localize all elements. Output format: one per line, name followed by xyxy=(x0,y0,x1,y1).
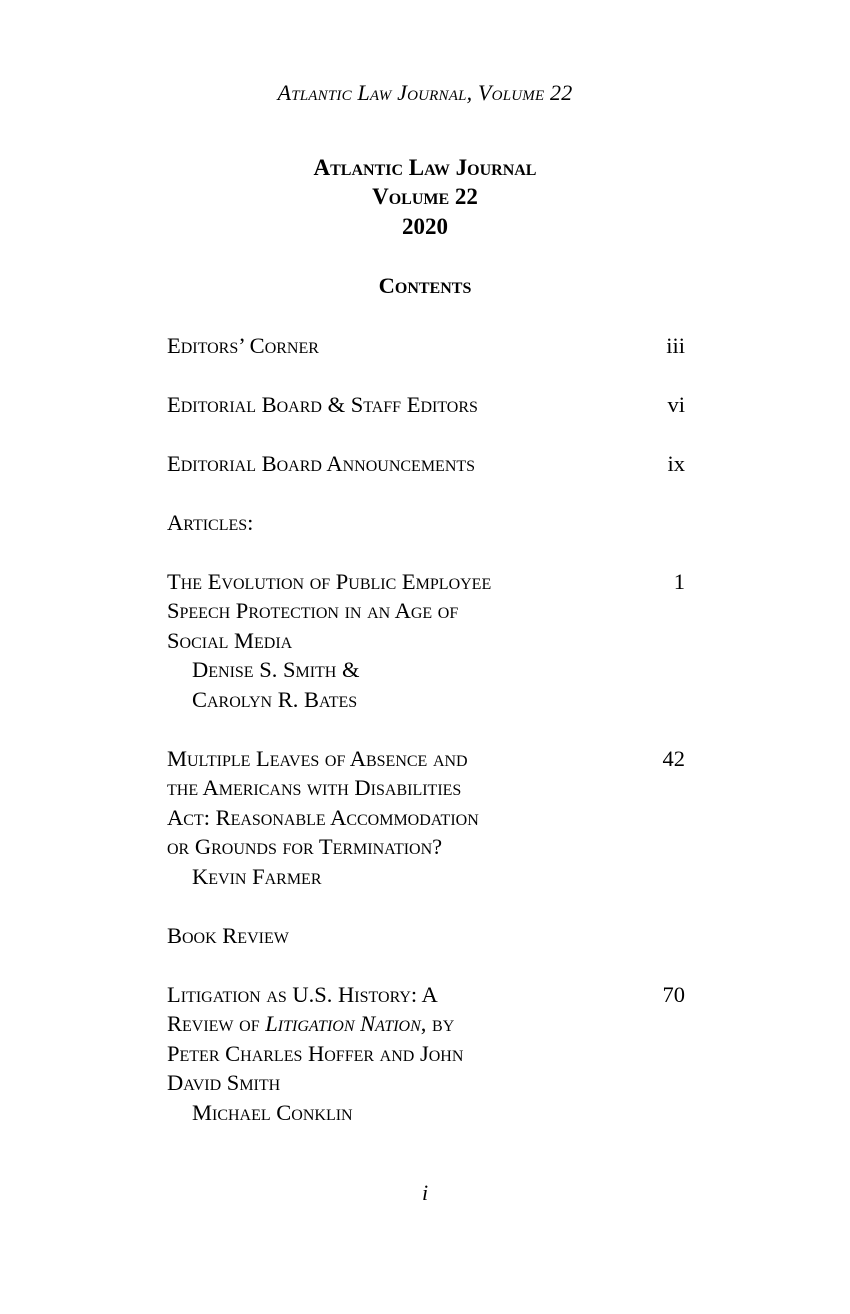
entry-title-line xyxy=(167,1009,630,1039)
footer-page-number: i xyxy=(421,1180,429,1205)
journal-title: Atlantic Law Journal xyxy=(313,154,537,180)
contents-heading: Contents xyxy=(378,273,472,298)
entry-page-number: 70 xyxy=(662,981,685,1007)
toc-row-article-speech-protection xyxy=(167,567,685,715)
entry-page-number: 1 xyxy=(673,568,685,594)
entry-title-line: Speech Protection in an Age of xyxy=(167,598,459,623)
masthead xyxy=(0,153,850,242)
entry-title xyxy=(167,390,630,420)
articles-section-label xyxy=(167,508,685,538)
entry-title-line: Peter Charles Hoffer and John xyxy=(167,1040,464,1066)
entry-title-line: or Grounds for Termination? xyxy=(167,834,443,859)
entry-title-line: Act: Reasonable Accommodation xyxy=(167,804,479,830)
entry-title-line: Editorial Board & Staff Editors xyxy=(167,391,478,417)
toc-row-article-ada-leaves xyxy=(167,744,685,892)
entry-title-line: Multiple Leaves of Absence and xyxy=(167,745,468,771)
entry-title xyxy=(167,980,630,1128)
journal-year: 2020 xyxy=(402,213,448,239)
entry-title-line: Litigation as U.S. History: A xyxy=(167,981,438,1007)
entry-page-number: 42 xyxy=(662,745,685,771)
section-label xyxy=(167,508,685,538)
entry-page-number: iii xyxy=(666,332,685,358)
toc-row-book-review-litigation-nation xyxy=(167,980,685,1128)
entry-title xyxy=(167,567,630,715)
entry-author-line: Carolyn R. Bates xyxy=(192,686,358,712)
entry-title xyxy=(167,744,630,892)
entry-title-line: David Smith xyxy=(167,1070,281,1095)
entry-page-number: vi xyxy=(667,391,685,417)
title-segment: , by xyxy=(420,1011,455,1036)
entry-title xyxy=(167,449,630,479)
running-header: Atlantic Law Journal, Volume 22 xyxy=(277,80,573,105)
entry-title-line: Editorial Board Announcements xyxy=(167,450,476,476)
entry-author-line: Michael Conklin xyxy=(192,1099,353,1125)
entry-title-line: Social Media xyxy=(167,627,293,653)
section-label-text: Book Review xyxy=(167,922,289,948)
toc-row-editorial-board-announcements xyxy=(167,449,685,479)
journal-volume: Volume 22 xyxy=(372,184,478,209)
entry-title-line: The Evolution of Public Employee xyxy=(167,568,492,594)
title-segment: Review of xyxy=(167,1011,266,1036)
toc-row-editors-corner xyxy=(167,331,685,361)
table-of-contents xyxy=(167,331,685,1128)
book-title-italic: Litigation Nation xyxy=(265,1011,421,1036)
entry-author-line: Denise S. Smith & xyxy=(192,657,360,682)
section-label xyxy=(167,921,685,951)
entry-page-number: ix xyxy=(667,450,685,476)
entry-title-line: the Americans with Disabilities xyxy=(167,775,462,800)
toc-row-editorial-board-staff-editors xyxy=(167,390,685,420)
entry-title-line: Editors’ Corner xyxy=(167,332,319,358)
entry-author-line: Kevin Farmer xyxy=(192,863,322,889)
book-review-section-label xyxy=(167,921,685,951)
section-label-text: Articles: xyxy=(167,509,254,535)
entry-title xyxy=(167,331,630,361)
